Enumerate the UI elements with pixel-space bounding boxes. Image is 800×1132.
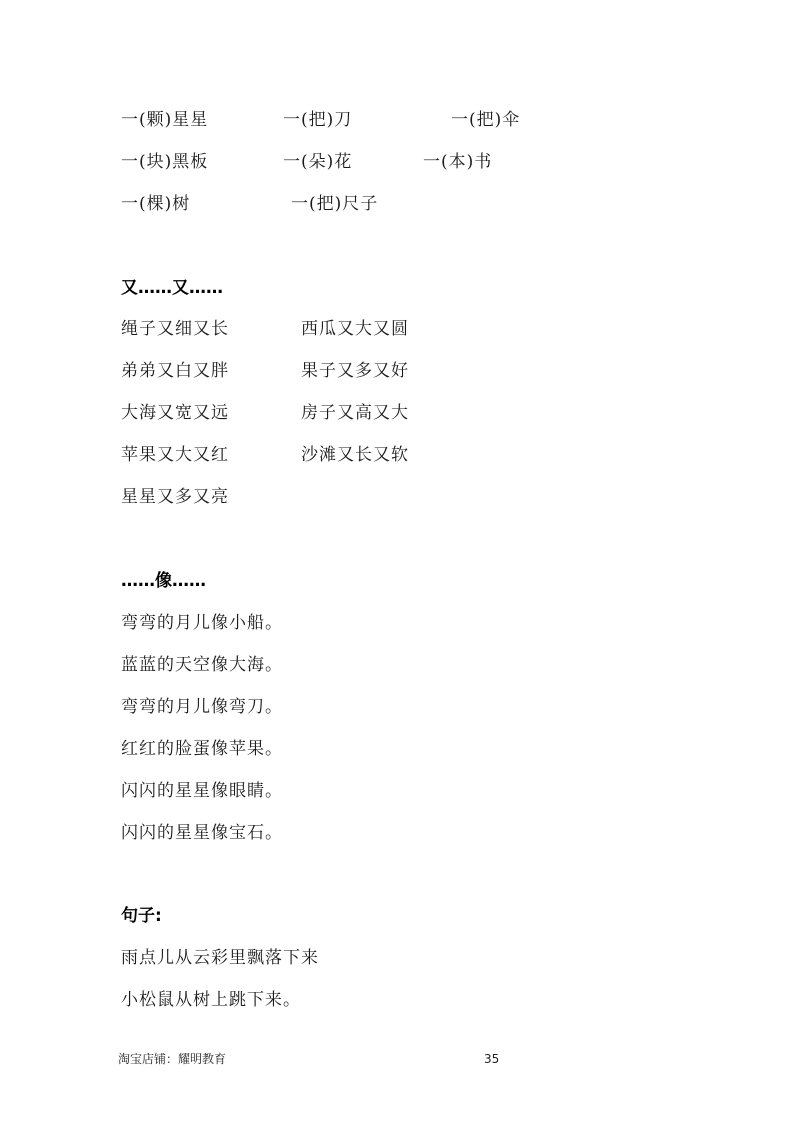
section-heading-sentences: 句子: — [121, 906, 162, 926]
you-example-left: 绳子又细又长 — [121, 319, 229, 339]
sentence-example: 雨点儿从云彩里飘落下来 — [121, 948, 319, 968]
xiang-example: 弯弯的月儿像小船。 — [121, 613, 283, 633]
measure-word-item: 一(颗)星星 — [121, 110, 209, 130]
xiang-example: 闪闪的星星像宝石。 — [121, 823, 283, 843]
measure-word-item: 一(朵)花 — [283, 152, 353, 172]
measure-word-item: 一(把)伞 — [451, 110, 521, 130]
footer-page-number: 35 — [484, 1052, 500, 1066]
xiang-example: 闪闪的星星像眼睛。 — [121, 781, 283, 801]
measure-word-item: 一(把)刀 — [283, 110, 353, 130]
xiang-example: 红红的脸蛋像苹果。 — [121, 739, 283, 759]
you-example-right: 房子又高又大 — [301, 403, 409, 423]
you-example-left: 大海又宽又远 — [121, 403, 229, 423]
you-example-right: 果子又多又好 — [301, 361, 409, 381]
measure-word-item: 一(本)书 — [423, 152, 493, 172]
you-example-right: 西瓜又大又圆 — [301, 319, 409, 339]
measure-word-item: 一(棵)树 — [121, 194, 191, 214]
you-example-right: 沙滩又长又软 — [301, 445, 409, 465]
xiang-example: 蓝蓝的天空像大海。 — [121, 655, 283, 675]
you-example-left: 苹果又大又红 — [121, 445, 229, 465]
section-heading-xiang: ……像…… — [121, 571, 206, 591]
you-example-left: 星星又多又亮 — [121, 487, 229, 507]
xiang-example: 弯弯的月儿像弯刀。 — [121, 697, 283, 717]
you-example-left: 弟弟又白又胖 — [121, 361, 229, 381]
sentence-example: 小松鼠从树上跳下来。 — [121, 990, 301, 1010]
section-heading-you: 又……又…… — [121, 278, 223, 298]
footer-shop-name: 淘宝店铺：耀明教育 — [118, 1052, 227, 1066]
measure-word-item: 一(块)黑板 — [121, 152, 209, 172]
measure-word-item: 一(把)尺子 — [291, 194, 379, 214]
